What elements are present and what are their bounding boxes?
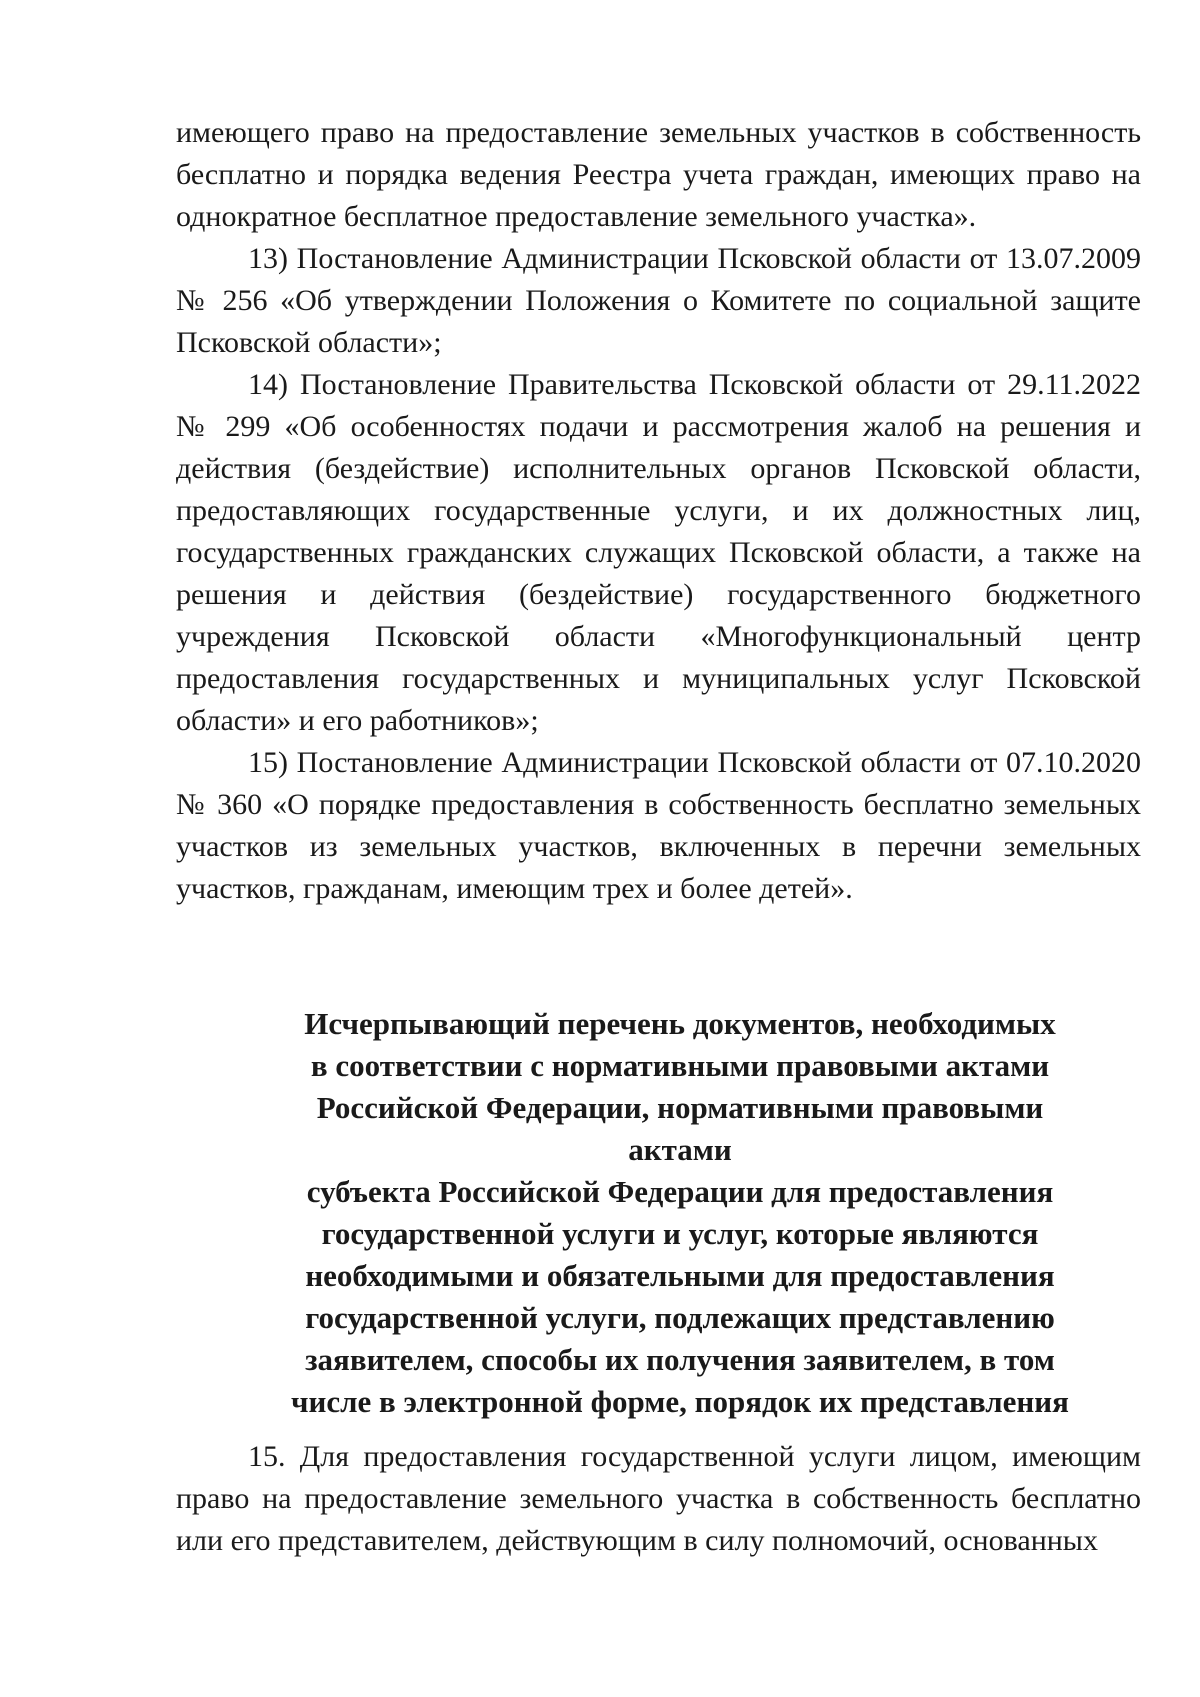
heading-line: заявителем, способы их получения заявителем, в том (305, 1342, 1055, 1377)
paragraph-continuation: имеющего право на предоставление земельных участков в собственность бесплатно и порядка ведения Реестра учета граждан, имеющих право на однократное бесплатное предоставление земельного участка». (176, 116, 1141, 233)
heading-line: субъекта Российской Федерации для предоставления (306, 1174, 1054, 1209)
heading-line: государственной услуги, подлежащих представлению (305, 1300, 1055, 1335)
heading-line: необходимыми и обязательными для предоставления (305, 1258, 1055, 1293)
section-heading (270, 1003, 1090, 1423)
text-block-top (176, 112, 1141, 910)
heading-line: государственной услуги и услуг, которые являются (321, 1216, 1039, 1251)
heading-line: числе в электронной форме, порядок их представления (291, 1384, 1069, 1419)
paragraph-item-13: 13) Постановление Администрации Псковской области от 13.07.2009 № 256 «Об утверждении Положения о Комитете по социальной защите Псковской области»; (176, 242, 1141, 359)
paragraph-item-14: 14) Постановление Правительства Псковской области от 29.11.2022 № 299 «Об особенностях подачи и рассмотрения жалоб на решения и действия (бездействие) исполнительных органов Псковской области, предоставляющих государственные услуги, и их должностных лиц, государственных гражданских служащих Псковской области, а также на решения и действия (бездействие) государственного бюджетного учреждения Псковской области «Многофункциональный центр предоставления государственных и муниципальных услуг Псковской области» и его работников»; (176, 368, 1141, 737)
heading-line: Исчерпывающий перечень документов, необходимых (304, 1006, 1056, 1041)
text-block-bottom (176, 1436, 1141, 1562)
heading-line: Российской Федерации, нормативными правовыми актами (316, 1090, 1044, 1167)
paragraph-section-15: 15. Для предоставления государственной услуги лицом, имеющим право на предоставление земельного участка в собственность бесплатно или его представителем, действующим в силу полномочий, основанных (176, 1440, 1141, 1557)
heading-line: в соответствии с нормативными правовыми актами (310, 1048, 1050, 1083)
paragraph-item-15: 15) Постановление Администрации Псковской области от 07.10.2020 № 360 «О порядке предоставления в собственность бесплатно земельных участков из земельных участков, включенных в перечни земельных участков, гражданам, имеющим трех и более детей». (176, 746, 1141, 905)
